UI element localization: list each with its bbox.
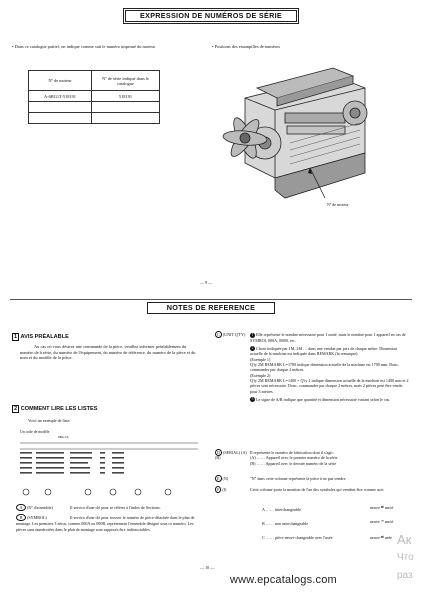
side-overlay-text <box>397 531 414 585</box>
legend-item-a <box>16 504 204 511</box>
example-1-title: (Exemple 1) <box>250 356 271 362</box>
table-cell-empty <box>92 102 160 113</box>
table-cell-engine: A-6BG1T-518191 <box>29 91 92 102</box>
item-e <box>215 476 410 481</box>
sample-list-code: 6BG1T- <box>58 435 69 439</box>
section-title-reference: NOTES DE REFERENCE <box>147 302 275 314</box>
serial-intro-text: Dans ce catalogue partiel, on indique comme suit le numéro imprimé du moteur. <box>14 44 156 49</box>
table-cell-empty <box>29 113 92 124</box>
bullet: • <box>212 44 215 49</box>
item-d-label-text: (SERIAL) (A) (B) <box>215 450 247 461</box>
item-e-label <box>215 476 250 481</box>
engine-illustration <box>215 58 385 218</box>
item-e-label-text: (N) <box>222 476 229 481</box>
side-text-1: Ак <box>397 532 412 547</box>
fraction-a-new: neuve <box>370 505 380 510</box>
fraction-b-old: ancié <box>384 519 394 524</box>
lire-heading-text: COMMENT LIRE LES LISTES <box>20 406 98 412</box>
page-number-9: — 9 — <box>200 280 213 285</box>
item-c-label <box>215 332 250 343</box>
item-d-text: Il représente le numéro de fabrication dont il s'agit: <box>250 450 334 455</box>
table-header-engine: Nº de moteur <box>29 71 92 91</box>
item-c <box>215 332 410 402</box>
interchange-table <box>262 503 412 553</box>
side-text-2: Что <box>397 552 414 563</box>
bullet-3-icon: 3 <box>251 397 254 402</box>
page-number-10: — 10 — <box>200 565 215 570</box>
item-d-body <box>250 450 410 466</box>
item-c-label-text: (UNIT Q'TY) <box>222 332 246 337</box>
item-f-label-text: (I) <box>222 487 227 492</box>
positions-note <box>212 44 412 50</box>
table-cell-empty <box>92 113 160 124</box>
legend-text-a: Il servira d'une clé pour se référer à l'index de Sections. <box>70 505 161 510</box>
fraction-a-old: ancié <box>384 505 394 510</box>
symbol-c: C …… pièce neuve changeable avec l'usée <box>262 535 333 540</box>
item-e-text: "N" dans cette colonne représente la pièce à ne pas vendre. <box>250 476 347 481</box>
marker-d: D <box>217 450 220 455</box>
item-f-label <box>215 487 250 492</box>
sample-list-graphic <box>18 438 203 498</box>
section-title-serial: EXPRESSION DE NUMÉROS DE SÉRIE <box>125 10 297 22</box>
avis-heading <box>12 334 69 340</box>
symbol-b: B …… non interchangeable <box>262 521 309 526</box>
table-cell-empty <box>29 102 92 113</box>
fraction-a <box>370 505 393 510</box>
watermark-link[interactable]: www.epcatalogs.com <box>230 574 337 586</box>
serial-table <box>28 70 160 124</box>
item-c-text-3: Le signe de A/R indique que quantité et dimension nécessaire variant selon le cas. <box>256 396 391 402</box>
legend-label-a: (Nº d'assemble) <box>27 505 53 510</box>
section-number: 2 <box>14 406 18 412</box>
fraction-a-symbol: ⇄ <box>380 505 384 510</box>
divider <box>10 299 412 300</box>
marker-a: A <box>16 504 26 511</box>
sample-intro: Voici un exemple de liste: <box>28 418 71 423</box>
symbol-a: A …… interchangeable <box>262 507 301 512</box>
lire-heading <box>12 406 97 412</box>
section-number: 1 <box>14 334 18 340</box>
sample-list-title: Un code de modèle <box>20 430 50 434</box>
item-d-a: (A) …… Appareil avec le premier numéro de la série <box>250 455 338 461</box>
bullet-2-icon: 2 <box>251 346 254 351</box>
item-c-bullet-1 <box>250 332 410 343</box>
bullet-1-icon: 1 <box>251 332 254 337</box>
item-c-text-2: Chose indiquée par 1M, 2M … dans une vendue par prix de chaque mètre. Dimension actuelle de la machine est indiquée dans REMARK (la remarque). <box>250 345 398 357</box>
side-text-3: раз <box>397 570 413 581</box>
fraction-c-new: neuve <box>370 535 380 540</box>
item-f-text: Cette colonne porte la mention de l'un des symboles qui vendent être comme suit: <box>250 487 384 492</box>
item-d <box>215 450 410 466</box>
example-1-text: Q'ty 2M REMARK L=1700 indique dimension actuelle de la machine est 1700 mm. Donc, commander par chaque 2 mètres. <box>250 362 400 373</box>
positions-note-text: Positions des estampilles de numéros <box>214 44 281 49</box>
sample-list <box>18 430 203 500</box>
marker-b: B <box>16 514 26 521</box>
item-c-bullet-2 <box>250 346 410 394</box>
marker-c: C <box>217 332 220 337</box>
table-header-catalog: Nº de série indiqué dans le catalogue <box>92 71 160 91</box>
example-2-text: Q'ty 2M REMARK L=1400 × Q'ty 2 indique dimension actuelle de la machine est 1400 mm et 2 pièces sont nécessaire. Donc, commander par chaque 2 mètres, mais 2 pièces peut être vendu pour 3 mètres. <box>250 377 409 394</box>
bullet: • <box>12 44 15 49</box>
item-c-text-1: Elle représente le nombre nécessaire pour 1 unité, mais le nombre pour 1 appareil en cas de SYMBOL 000A, 000B, etc. <box>250 332 406 343</box>
avis-heading-text: AVIS PRÉALABLE <box>20 334 69 340</box>
fraction-c-old: usée <box>384 535 392 540</box>
fraction-c-symbol: ⇄ <box>380 535 384 540</box>
fraction-b-new: neuve <box>370 519 380 524</box>
example-2-title: (Exemple 2) <box>250 372 271 378</box>
fraction-b <box>370 519 393 524</box>
legend-item-b <box>16 514 204 532</box>
item-f <box>215 487 410 492</box>
table-cell-catalog: 518191 <box>92 91 160 102</box>
serial-intro <box>12 44 202 50</box>
item-d-label <box>215 450 250 466</box>
legend-label-b: (SYMBOL) <box>27 515 47 520</box>
avis-body: Au cas où vous désirez une commande de la pièce, veuillez informer préalablement du numéro de à série, du numéro de l'équipement, du numéro de référence, du numéro de la pièce et du nom et du modèle de la pièce. <box>20 344 196 361</box>
legend-text-b: Il servira d'une clé pour trouver le numéro de pièce détachée dans le plan de montage. Les premiers 3 zéros, comme 000A ou 000B, représentent l'ensemble désigné sous ce numéro. Les pièces sans numérotées dans le plan de montage sont supposés être indissociables. <box>16 515 195 532</box>
marker-e: E <box>217 476 220 481</box>
engine-number-callout: Nº de moteur <box>327 202 349 207</box>
item-c-bullet-3 <box>250 397 410 403</box>
marker-f: F <box>217 487 220 492</box>
item-d-b: (B) …… Appareil avec le dernier numéro de la série <box>250 460 337 466</box>
fraction-b-symbol: ⇸ <box>380 519 384 524</box>
fraction-c <box>370 535 392 540</box>
